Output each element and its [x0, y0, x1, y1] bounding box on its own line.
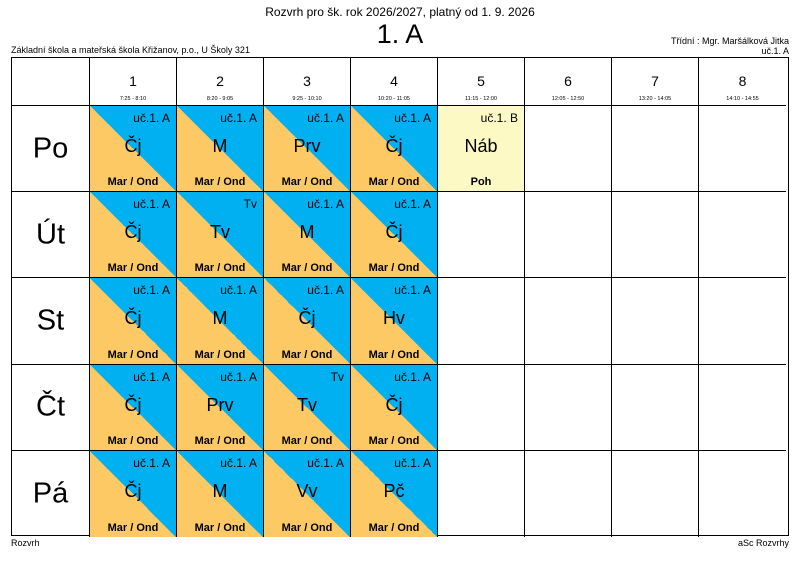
period-time: 12:05 - 12:50	[551, 96, 585, 102]
lesson-room: uč.1. A	[394, 369, 431, 384]
period-number: 6	[564, 73, 572, 89]
lesson-subject: M	[212, 480, 228, 501]
lesson-subject: M	[212, 308, 228, 329]
lesson-subject: Čj	[124, 136, 142, 156]
lesson-cell	[351, 278, 438, 364]
period-header	[90, 58, 177, 106]
day-name: Po	[32, 132, 69, 165]
period-time: 10:20 - 11:05	[377, 96, 410, 102]
period-time: 9:25 - 10:10	[292, 96, 322, 102]
lesson-room: uč.1. A	[220, 111, 257, 125]
lesson-teachers: Mar / Ond	[194, 348, 246, 361]
empty-cell	[612, 451, 699, 537]
teacher-info	[671, 36, 789, 56]
lesson-cell	[264, 192, 351, 278]
lesson-room: uč.1. A	[220, 369, 257, 384]
lesson-cell	[264, 365, 351, 451]
empty-cell	[699, 106, 786, 192]
period-time: 7:25 - 8:10	[119, 96, 147, 102]
day-name: Pá	[32, 477, 69, 510]
day-name: Út	[36, 218, 65, 251]
lesson-teachers: Mar / Ond	[368, 521, 420, 534]
lesson-subject: M	[212, 136, 228, 156]
footer-right: aSc Rozvrhy	[737, 538, 789, 548]
empty-cell	[525, 365, 612, 451]
footer-left: Rozvrh	[11, 538, 40, 548]
lesson-cell	[177, 106, 264, 192]
lesson-subject: Čj	[124, 308, 142, 329]
lesson-subject: Čj	[298, 308, 316, 329]
lesson-cell	[264, 451, 351, 537]
period-number: 8	[738, 73, 747, 89]
lesson-cell	[351, 365, 438, 451]
lesson-teachers: Mar / Ond	[281, 176, 333, 189]
day-label-cell	[12, 278, 90, 364]
lesson-subject: Tv	[297, 394, 317, 415]
lesson-subject: M	[299, 222, 315, 243]
lesson-room: uč.1. A	[307, 197, 344, 212]
lesson-cell	[90, 106, 177, 192]
class-name: 1. A	[376, 19, 424, 49]
lesson-subject: Hv	[383, 308, 405, 329]
lesson-subject: Čj	[124, 222, 142, 243]
lesson-teachers: Mar / Ond	[281, 348, 333, 361]
lesson-teachers: Mar / Ond	[194, 434, 246, 447]
empty-cell	[612, 106, 699, 192]
lesson-subject: Vv	[296, 480, 318, 501]
empty-cell	[612, 365, 699, 451]
lesson-room: uč.1. A	[133, 111, 170, 125]
lesson-room: uč.1. A	[394, 197, 431, 212]
lesson-room: uč.1. A	[133, 369, 170, 384]
lesson-cell	[177, 278, 264, 364]
lesson-teachers: Mar / Ond	[107, 521, 159, 534]
lesson-room: uč.1. A	[394, 283, 431, 298]
day-label-cell	[12, 451, 90, 537]
empty-cell	[699, 192, 786, 278]
period-header	[177, 58, 264, 106]
period-number: 3	[303, 73, 311, 89]
empty-cell	[525, 278, 612, 364]
lesson-cell	[351, 451, 438, 537]
school-name: Základní škola a mateřská škola Křižanov, p.o., U Školy 321	[11, 45, 250, 55]
lesson-room: uč.1. A	[133, 197, 170, 212]
day-name: St	[36, 304, 65, 337]
lesson-subject: Prv	[206, 394, 234, 415]
schedule-title: Rozvrh pro šk. rok 2026/2027, platný od 1. 9. 2026	[265, 5, 535, 19]
day-label-cell	[12, 192, 90, 278]
lesson-subject: Čj	[124, 480, 142, 501]
lesson-teachers: Mar / Ond	[107, 434, 159, 447]
lesson-teachers: Mar / Ond	[107, 262, 159, 275]
period-time: 11:15 - 12:00	[464, 96, 497, 102]
period-number: 1	[129, 73, 137, 89]
period-header	[351, 58, 438, 106]
lesson-room: uč.1. A	[133, 283, 170, 298]
lesson-teachers: Mar / Ond	[368, 262, 420, 275]
lesson-cell	[90, 278, 177, 364]
lesson-subject: Náb	[464, 136, 498, 156]
lesson-teachers: Mar / Ond	[368, 348, 420, 361]
lesson-room: uč.1. A	[307, 111, 344, 125]
empty-cell	[699, 451, 786, 537]
empty-cell	[612, 192, 699, 278]
lesson-teachers: Mar / Ond	[194, 262, 246, 275]
lesson-cell	[438, 106, 525, 192]
lesson-room: uč.1. A	[394, 455, 431, 470]
lesson-subject: Čj	[385, 394, 403, 415]
empty-cell	[525, 192, 612, 278]
period-time: 8:20 - 9:05	[206, 96, 234, 102]
lesson-room: uč.1. A	[220, 283, 257, 298]
lesson-teachers: Mar / Ond	[194, 521, 246, 534]
lesson-cell	[90, 365, 177, 451]
empty-cell	[438, 192, 525, 278]
lesson-cell	[90, 451, 177, 537]
empty-cell	[699, 365, 786, 451]
lesson-teachers: Mar / Ond	[281, 521, 333, 534]
lesson-cell	[264, 278, 351, 364]
lesson-teachers: Mar / Ond	[281, 262, 333, 275]
period-number: 7	[651, 73, 659, 89]
empty-cell	[438, 278, 525, 364]
lesson-subject: Pč	[383, 480, 405, 501]
lesson-cell	[264, 106, 351, 192]
empty-cell	[525, 106, 612, 192]
lesson-cell	[90, 192, 177, 278]
lesson-room: uč.1. A	[133, 455, 170, 470]
lesson-teachers: Mar / Ond	[107, 176, 159, 189]
empty-cell	[438, 451, 525, 537]
period-number: 2	[216, 73, 224, 89]
lesson-room: uč.1. B	[480, 111, 518, 125]
empty-cell	[699, 278, 786, 364]
lesson-room: uč.1. A	[307, 283, 344, 298]
period-header	[612, 58, 699, 106]
empty-cell	[525, 451, 612, 537]
timetable-grid	[11, 57, 789, 536]
lesson-subject: Čj	[124, 394, 142, 415]
lesson-teachers: Mar / Ond	[368, 434, 420, 447]
lesson-teachers: Mar / Ond	[194, 176, 246, 189]
lesson-room: uč.1. A	[307, 455, 344, 470]
lesson-subject: Čj	[385, 136, 403, 156]
class-teacher: Třídní : Mgr. Maršálková Jitka	[670, 36, 789, 46]
lesson-subject: Prv	[293, 136, 321, 156]
grid-corner	[12, 58, 90, 106]
period-time: 14:10 - 14:55	[726, 96, 759, 102]
lesson-teachers: Mar / Ond	[107, 348, 159, 361]
lesson-teachers: Mar / Ond	[368, 176, 420, 189]
lesson-cell	[351, 106, 438, 192]
day-label-cell	[12, 106, 90, 192]
day-label-cell	[12, 365, 90, 451]
lesson-subject: Čj	[385, 222, 403, 243]
lesson-cell	[351, 192, 438, 278]
lesson-cell	[177, 192, 264, 278]
lesson-cell	[177, 365, 264, 451]
lesson-subject: Tv	[210, 222, 230, 243]
period-header	[525, 58, 612, 106]
lesson-room: Tv	[330, 369, 344, 384]
lesson-teachers: Mar / Ond	[281, 434, 333, 447]
home-room: uč.1. A	[761, 46, 789, 56]
period-header	[264, 58, 351, 106]
period-header	[438, 58, 525, 106]
period-number: 4	[390, 73, 398, 89]
lesson-room: uč.1. A	[394, 111, 431, 125]
day-name: Čt	[36, 390, 65, 423]
empty-cell	[438, 365, 525, 451]
lesson-cell	[177, 451, 264, 537]
period-number: 5	[477, 73, 485, 89]
lesson-room: uč.1. A	[220, 455, 257, 470]
period-time: 13:20 - 14:05	[638, 96, 672, 102]
period-header	[699, 58, 786, 106]
lesson-teachers: Poh	[470, 176, 492, 189]
empty-cell	[612, 278, 699, 364]
lesson-room: Tv	[243, 197, 257, 212]
